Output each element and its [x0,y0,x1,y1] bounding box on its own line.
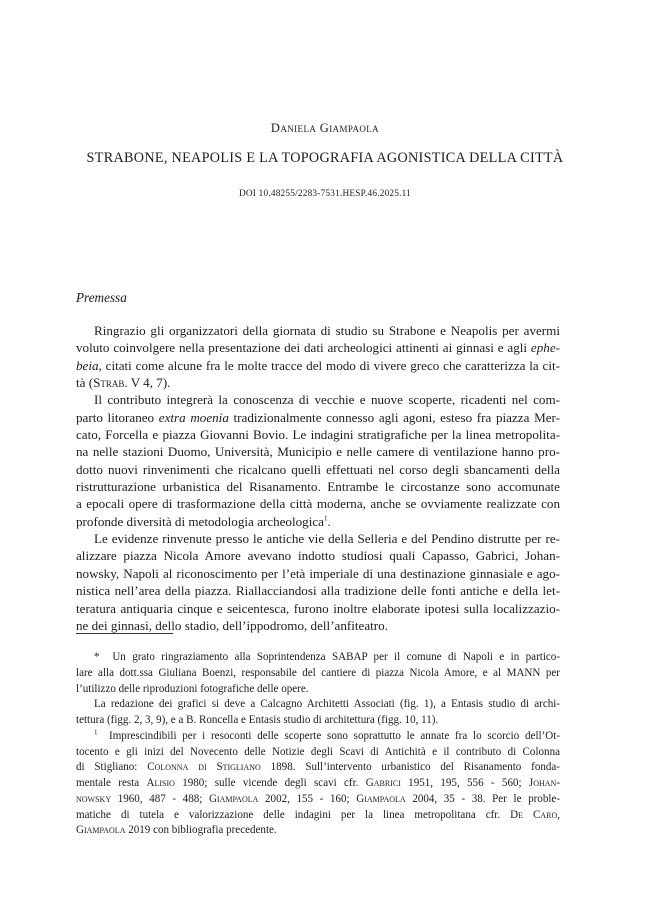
paragraph-2 [76,391,560,530]
text-line: mentale resta Alisio 1980; sulle vicende degli scavi cfr. Gabrici 1951, 195, 556 - 560; Johan- [76,777,560,789]
text-line: $^1$ Imprescindibili per i resoconti delle scoperte sono soprattutto le annate fra lo scorcio dell’Ot- [94,728,560,742]
text-line: ristrutturazione urbanistica del Risanamento. Entrambe le circostanze sono accomunate [76,479,560,495]
text-line: * Un grato ringraziamento alla Soprintendenza SABAP per il comune di Napoli e in partico- [94,651,560,663]
text-line: cato, Forcella e piazza Giovanni Bovio. Le indagini stratigrafiche per la linea metropolita- [76,427,560,443]
text-line: di Stigliano: Colonna di Stigliano 1898. Sull’intervento urbanistico del Risanamento fonda- [76,761,560,774]
text-line: alizzare piazza Nicola Amore avevano indotto studiosi quali Capasso, Gabrici, Johan- [76,548,560,564]
text-line: a epocali opere di trasformazione della città moderna, anche se ovviamente realizzate con [76,496,560,512]
text-line: teratura antiquaria cinque e seicentesca, furono inoltre elaborate ipotesi sulla localizzazio- [76,600,560,616]
text-line: nistica nell’area della piazza. Riallacciandosi alla tradizione delle fonti antiche e della let- [76,583,560,599]
text-line: dotto nuovi rinvenimenti che ricalcano quelli effettuati nel corso degli sbancamenti della [76,461,560,477]
text-line: nowsky, Napoli al riconoscimento per l’età imperiale di una destinazione ginnasiale e ago- [76,565,560,581]
text-line: matiche di tutela e valorizzazione delle indagini per la linea metropolitana cfr. De Caro, [76,808,560,821]
text-line: ne dei ginnasi, dello stadio, dell’ippodromo, dell’anfiteatro. [76,617,388,633]
body-text [76,322,560,634]
footnotes [76,650,560,839]
author-name: Daniela Giampaola [270,121,380,135]
doi: DOI 10.48255/2283-7531.HESP.46.2025.11 [238,189,412,199]
footnote-marker: 1 [94,728,98,737]
section-title: Premessa [76,290,127,305]
text-line: Il contributo integrerà la conoscenza di vecchie e nuove scoperte, ricadenti nel com- [94,392,560,408]
text-line: tà (Strab. V 4, 7). [76,375,171,391]
footnote-divider [76,633,173,634]
text-line: Le evidenze rinvenute presso le antiche vie della Selleria e del Pendino distrutte per re- [94,531,560,547]
text-line: nowsky 1960, 487 - 488; Giampaola 2002, 155 - 160; Giampaola 2004, 35 - 38. Per le proble- [76,792,560,805]
text-line: beia, citati come alcune fra le molte tracce del modo di vivere greco che caratterizza la cit- [76,357,560,373]
footnote-1 [76,729,560,839]
text-line: profonde diversità di metodologia archeologica$^1$. [76,513,331,529]
text-line: parto litoraneo extra moenia tradizionalmente connesso agli agoni, esteso fra piazza Mer- [76,409,560,425]
paragraph-1 [76,322,560,391]
text-line: Giampaola 2019 con bibliografia precedente. [76,824,277,837]
text-line: voluto coinvolgere nella presentazione dei dati archeologici attinenti ai ginnasi e agli ephe- [76,340,560,356]
text-line: na nelle stazioni Duomo, Università, Municipio e nelle camere di ventilazione hanno pro- [76,444,560,460]
text-line: La redazione dei grafici si deve a Calcagno Architetti Associati (fig. 1), a Entasis studio di archi- [94,698,560,711]
footnote-star [76,650,560,729]
paragraph-3 [76,530,560,634]
footnote-ref-1[interactable]: 1 [323,514,328,523]
article-title: STRABONE, NEAPOLIS E LA TOPOGRAFIA AGONISTICA DELLA CITTÀ [86,150,564,166]
text-line: tettura (figg. 2, 3, 9), e a B. Roncella e Entasis studio di architettura (figg. 10, 11). [76,714,439,726]
text-line: lare alla dott.ssa Giuliana Boenzi, responsabile del cantiere di piazza Nicola Amore, e al MANN per [76,666,560,679]
footnote-marker: * [94,651,100,663]
text-line: tocento e gli inizi del Novecento delle Notizie degli Scavi di Antichità e il contributo di Colonna [76,745,560,758]
text-line: l’utilizzo delle riproduzioni fotografiche delle opere. [76,682,309,695]
text-line: Ringrazio gli organizzatori della giornata di studio su Strabone e Neapolis per avermi [94,323,560,338]
